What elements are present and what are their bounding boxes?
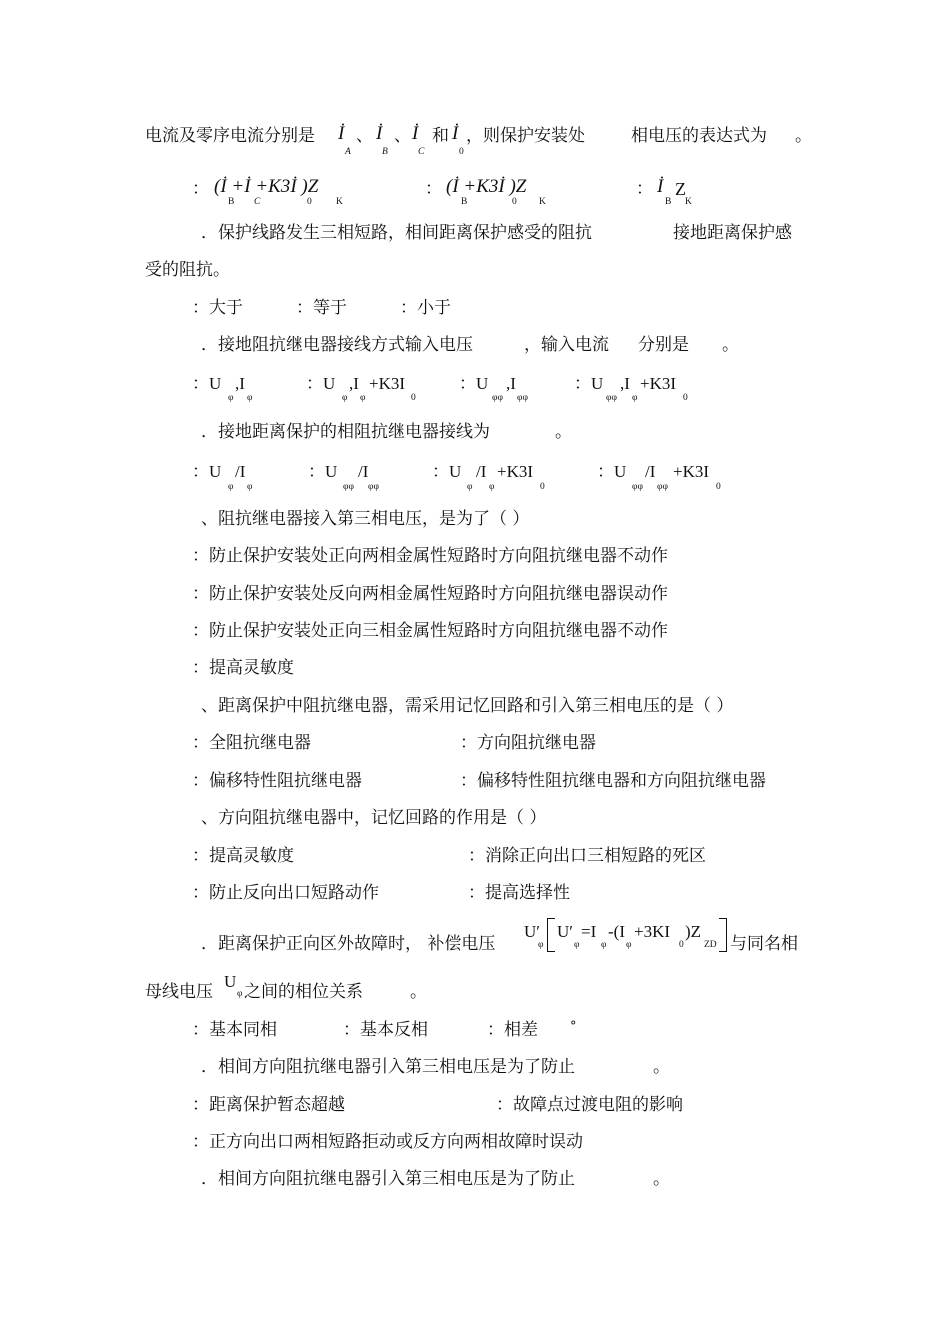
sub: φφ (657, 482, 668, 492)
q2-stem-b: ，输入电流 (524, 335, 609, 355)
q2-stem-c: 分别是 (638, 335, 689, 355)
sub: 0 (679, 940, 684, 950)
option: ：正方向出口两相短路拒动或反方向两相故障时误动 (192, 1132, 583, 1152)
sub: φφ (517, 393, 528, 403)
q7-stem2b: 之间的相位关系 (244, 982, 363, 1002)
option: ：U (192, 374, 222, 393)
option: +K3I (369, 374, 406, 393)
left-bracket (547, 918, 555, 952)
option: ：相差 (487, 1020, 538, 1040)
sub: φφ (606, 393, 617, 403)
option: ：小于 (400, 298, 451, 318)
option: ：U (308, 462, 338, 481)
sub: φ (237, 989, 243, 999)
formula: U (224, 972, 237, 991)
option-b-colon: ： (425, 179, 442, 199)
q2-stem: ．接地阻抗继电器接线方式输入电压 (201, 335, 473, 355)
right-bracket (719, 918, 727, 952)
option: ：U (459, 374, 489, 393)
separator: 、 (394, 126, 411, 146)
option: ,I (349, 374, 359, 393)
q4-stem: 、阻抗继电器接入第三相电压，是为了（ ） (201, 509, 530, 529)
option: ：U (574, 374, 604, 393)
sub: K (685, 197, 692, 207)
sub: φφ (632, 482, 643, 492)
sub: φ (489, 482, 495, 492)
formula: )Z (685, 922, 702, 941)
option: ：等于 (296, 298, 347, 318)
option-c-current: İ (657, 176, 664, 197)
subscript-a: A (345, 147, 351, 157)
sub: φ (360, 393, 366, 403)
option: ,I (235, 374, 245, 393)
sub: φφ (343, 482, 354, 492)
q9-stem: ．相间方向阻抗继电器引入第三相电压是为了防止 (201, 1169, 575, 1189)
q7-tail: 与同名相 (730, 934, 798, 954)
degree-sign: ° (570, 1019, 577, 1034)
option: ：提高灵敏度 (192, 846, 294, 866)
q1-stem: ．保护线路发生三相短路，相间距离保护感受的阻抗 (201, 223, 592, 243)
option: /I (645, 462, 656, 481)
q7-stem: ．距离保护正向区外故障时， 补偿电压 (201, 934, 496, 954)
option: ：U (192, 462, 222, 481)
q2-end: 。 (722, 335, 739, 355)
option: +K3I (673, 462, 710, 481)
sub: φ (574, 940, 580, 950)
q0-stem: 电流及零序电流分别是 (145, 126, 315, 146)
q1-stem2: 受的阻抗。 (145, 260, 230, 280)
q9-end: 。 (653, 1169, 670, 1189)
option: ,I (506, 374, 516, 393)
option-c-colon: ： (636, 179, 653, 199)
option: ,I (620, 374, 630, 393)
q7-end: 。 (410, 982, 427, 1002)
sub: K (336, 197, 343, 207)
sub: φ (632, 393, 638, 403)
q1-stem-b: 接地距离保护感 (673, 223, 792, 243)
sub: φ (538, 940, 544, 950)
q3-stem: ．接地距离保护的相阻抗继电器接线为 (201, 422, 490, 442)
sub: B (461, 197, 468, 207)
sub: φ (228, 393, 234, 403)
sub: φ (247, 393, 253, 403)
option: ：消除正向出口三相短路的死区 (468, 846, 706, 866)
and-text: 和 (432, 126, 449, 146)
current-symbol-b: İ (376, 123, 383, 144)
option: ：提高灵敏度 (192, 658, 294, 678)
option: ：距离保护暂态超越 (192, 1095, 345, 1115)
option: ：U (306, 374, 336, 393)
formula: U′ (524, 922, 540, 941)
sub: φ (626, 940, 632, 950)
option: +K3I (640, 374, 677, 393)
option: ：U (597, 462, 627, 481)
sub: φφ (492, 393, 503, 403)
q6-stem: 、方向阻抗继电器中，记忆回路的作用是（ ） (201, 808, 547, 828)
separator: 、 (356, 126, 373, 146)
q5-stem: 、距离保护中阻抗继电器，需采用记忆回路和引入第三相电压的是（ ） (201, 696, 734, 716)
sub: φ (228, 482, 234, 492)
q0-tail2: 相电压的表达式为 (631, 126, 767, 146)
sub: B (228, 197, 235, 207)
sub: B (665, 197, 672, 207)
option: ：偏移特性阻抗继电器和方向阻抗继电器 (460, 771, 766, 791)
option-c-z: Z (675, 179, 686, 199)
q0-tail: ，则保护安装处 (466, 126, 585, 146)
option: /I (358, 462, 369, 481)
option-a-colon: ： (192, 179, 209, 199)
sub: 0 (540, 482, 545, 492)
formula: +3KI (634, 922, 671, 941)
q0-end: 。 (795, 126, 812, 146)
sub: K (539, 197, 546, 207)
sub: φ (247, 482, 253, 492)
option: ：提高选择性 (468, 883, 570, 903)
option: ：基本反相 (343, 1020, 428, 1040)
option: ：故障点过渡电阻的影响 (496, 1095, 683, 1115)
sub: φφ (368, 482, 379, 492)
subscript-c: C (418, 147, 425, 157)
current-symbol-0: İ (452, 123, 459, 144)
option: /I (235, 462, 246, 481)
option: ：偏移特性阻抗继电器 (192, 771, 362, 791)
sub: φ (342, 393, 348, 403)
option: ：全阻抗继电器 (192, 733, 311, 753)
sub: 0 (683, 393, 688, 403)
option: ：方向阻抗继电器 (460, 733, 596, 753)
q8-stem: ．相间方向阻抗继电器引入第三相电压是为了防止 (201, 1057, 575, 1077)
option: ：防止保护安装处正向两相金属性短路时方向阻抗继电器不动作 (192, 546, 668, 566)
sub: φ (601, 940, 607, 950)
subscript-b: B (382, 147, 388, 157)
option: /I (476, 462, 487, 481)
option: +K3I (497, 462, 534, 481)
q7-stem2: 母线电压 (145, 982, 213, 1002)
sub: 0 (307, 197, 312, 207)
sub: 0 (411, 393, 416, 403)
option: ：防止反向出口短路动作 (192, 883, 379, 903)
option: ：防止保护安装处正向三相金属性短路时方向阻抗继电器不动作 (192, 621, 668, 641)
sub: 0 (716, 482, 721, 492)
current-symbol-a: İ (338, 123, 345, 144)
option: ：防止保护安装处反向两相金属性短路时方向阻抗继电器误动作 (192, 584, 668, 604)
option: ：U (432, 462, 462, 481)
formula: -(I (608, 922, 625, 941)
q3-end: 。 (555, 422, 572, 442)
formula: U′ (557, 922, 573, 941)
option-a-formula: (İ +İ +K3İ )Z (214, 176, 319, 197)
formula: =I (581, 922, 597, 941)
current-symbol-c: İ (412, 123, 419, 144)
sub: 0 (512, 197, 517, 207)
sub: φ (467, 482, 473, 492)
subscript-0: 0 (459, 147, 464, 157)
option: ：大于 (192, 298, 243, 318)
sub: C (254, 197, 261, 207)
option-b-formula: (İ +K3İ )Z (446, 176, 527, 197)
q8-end: 。 (653, 1057, 670, 1077)
option: ：基本同相 (192, 1020, 277, 1040)
sub: ZD (704, 940, 717, 950)
